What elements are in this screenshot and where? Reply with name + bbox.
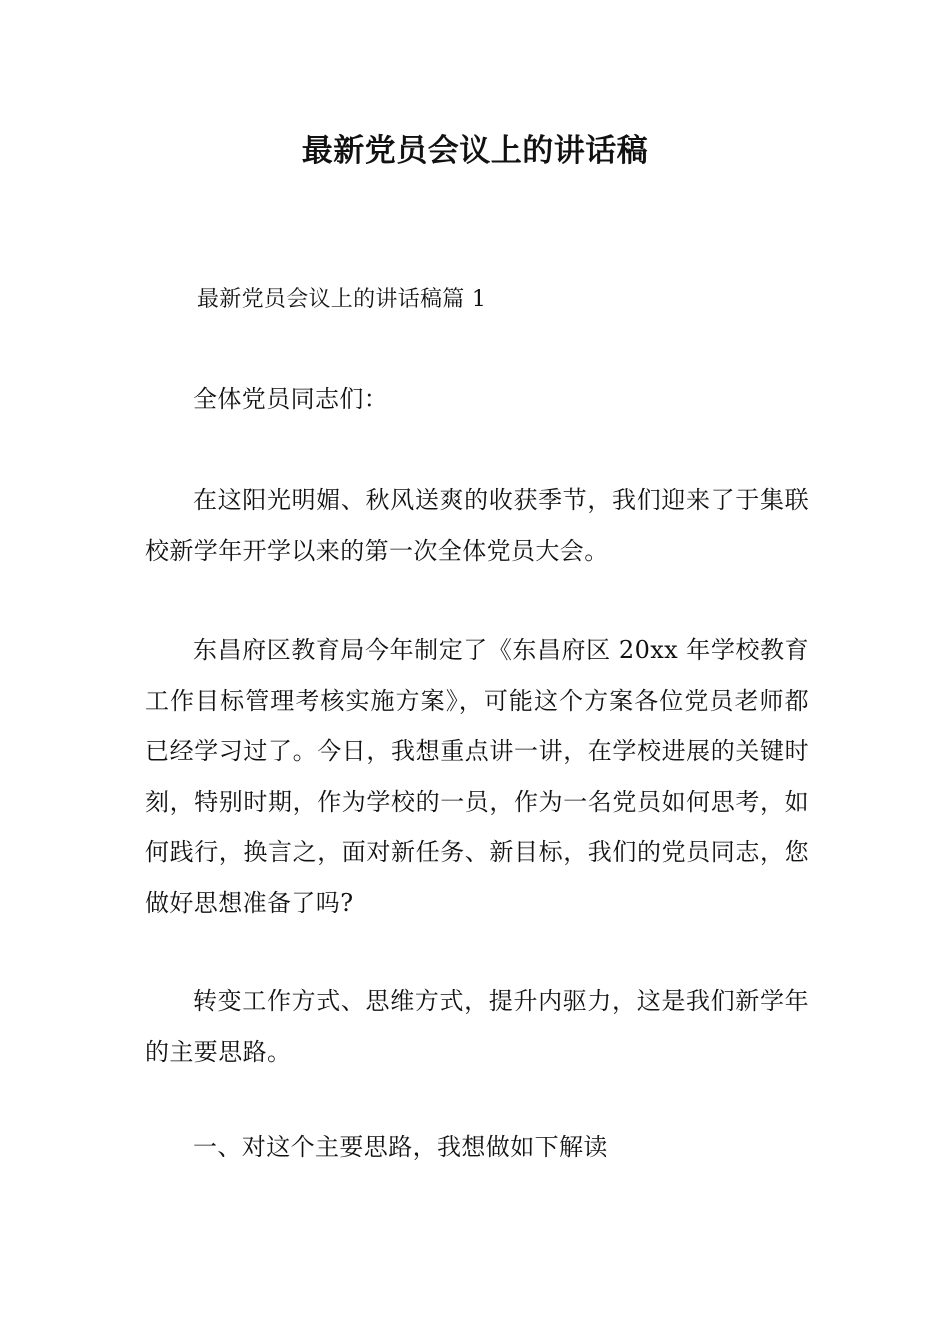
section-subtitle: 最新党员会议上的讲话稿篇 1 <box>197 287 487 312</box>
paragraph-plan: 东昌府区教育局今年制定了《东昌府区 20xx 年学校教育工作目标管理考核实施方案》，可能这个方案各位党员老师都已经学习过了。今日，我想重点讲一讲，在学校进展的关键时刻，特别时期，作为学校的一员，作为一名党员如何思考，如何践行，换言之，面对新任务、新目标，我们的党员同志，您做好思想准备了吗? <box>145 636 809 917</box>
paragraph-opening: 在这阳光明媚、秋风送爽的收获季节，我们迎来了于集联校新学年开学以来的第一次全体党员大会。 <box>145 486 809 565</box>
paragraph-main-idea: 转变工作方式、思维方式，提升内驱力，这是我们新学年的主要思路。 <box>145 987 809 1066</box>
paragraph-salutation: 全体党员同志们： <box>193 385 389 413</box>
paragraph-section-heading: 一、对这个主要思路，我想做如下解读 <box>193 1133 608 1161</box>
document-title: 最新党员会议上的讲话稿 <box>301 133 649 169</box>
